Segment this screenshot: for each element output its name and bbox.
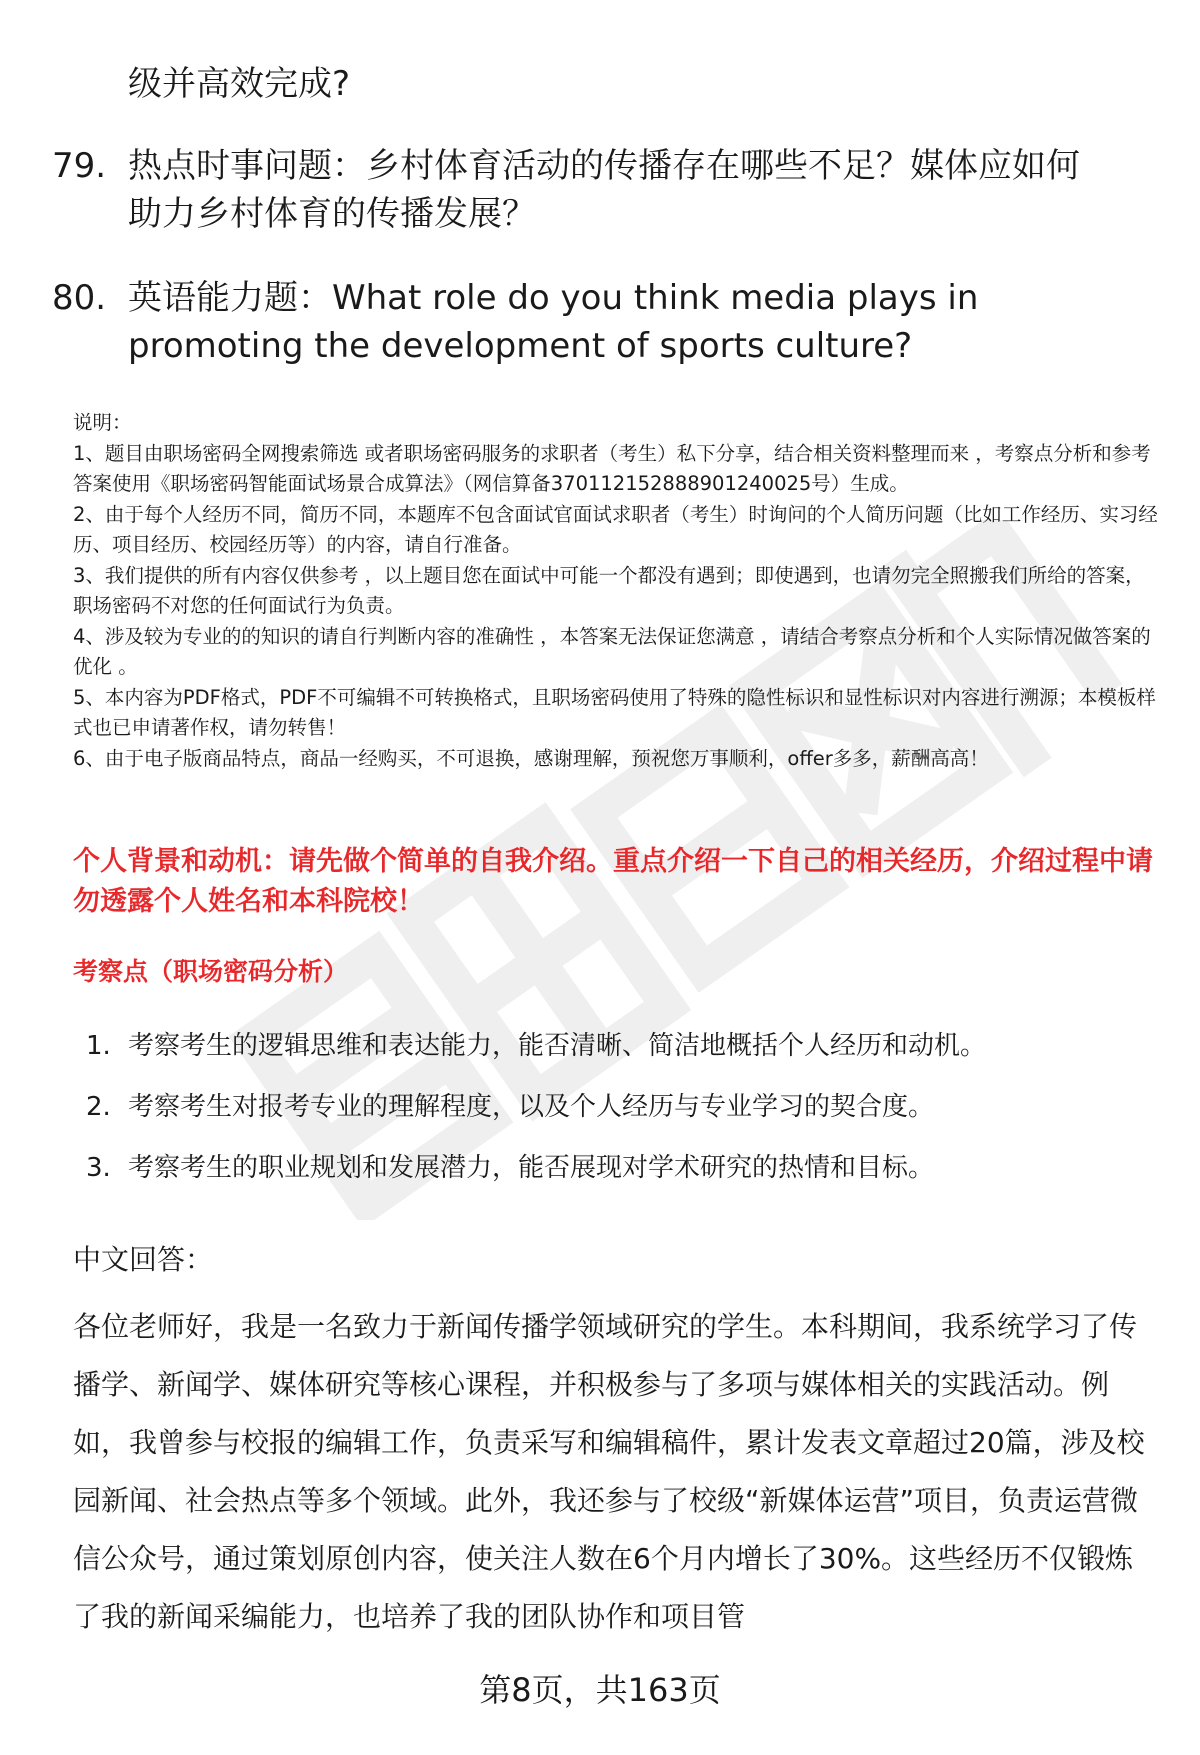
note-item: 1、题目由职场密码全网搜索筛选 或者职场密码服务的求职者（考生）私下分享，结合相关资料整理而来 ，考察点分析和参考答案使用《职场密码智能面试场景合成算法》（网信算备370112152888901240025号）生成。 <box>73 441 1151 495</box>
list-item-number: 3. <box>86 1153 111 1183</box>
list-item <box>86 1148 1166 1209</box>
note-item: 5、本内容为PDF格式，PDF不可编辑不可转换格式，且职场密码使用了特殊的隐性标识和显性标识对内容进行溯源；本模板样式也已申请著作权，请勿转售！ <box>73 685 1156 739</box>
question-text <box>128 274 1162 370</box>
intro-question-heading: 个人背景和动机：请先做个简单的自我介绍。重点介绍一下自己的相关经历，介绍过程中请勿透露个人姓名和本科院校！ <box>73 846 1153 917</box>
note-item: 3、我们提供的所有内容仅供参考 ，以上题目您在面试中可能一个都没有遇到；即使遇到，也请勿完全照搬我们所给的答案，职场密码不对您的任何面试行为负责。 <box>73 563 1145 617</box>
question-line: 助力乡村体育的传播发展？ <box>128 194 536 234</box>
list-item-number: 1. <box>86 1031 111 1061</box>
list-item-text: 考察考生对报考专业的理解程度，以及个人经历与专业学习的契合度。 <box>128 1092 935 1122</box>
list-item-text: 考察考生的逻辑思维和表达能力，能否清晰、简洁地概括个人经历和动机。 <box>128 1031 987 1061</box>
list-item <box>86 1087 1166 1148</box>
question-79 <box>52 142 1162 238</box>
answer-text: 各位老师好，我是一名致力于新闻传播学领域研究的学生。本科期间，我系统学习了传播学、新闻学、媒体研究等核心课程，并积极参与了多项与媒体相关的实践活动。例如，我曾参与校报的编辑工作，负责采写和编辑稿件，累计发表文章超过20篇，涉及校园新闻、社会热点等多个领域。此外，我还参与了校级“新媒体运营”项目，负责运营微信公众号，通过策划原创内容，使关注人数在6个月内增长了30%。这些经历不仅锻炼了我的新闻采编能力，也培养了我的团队协作和项目管 <box>73 1310 1145 1633</box>
note-item: 6、由于电子版商品特点，商品一经购买，不可退换，感谢理解，预祝您万事顺利，offer多多，薪酬高高！ <box>73 746 989 770</box>
question-line: 热点时事问题：乡村体育活动的传播存在哪些不足？媒体应如何 <box>128 146 1080 186</box>
list-item <box>86 1026 1166 1087</box>
question-78-continuation: 级并高效完成? <box>128 64 351 104</box>
notes-title: 说明： <box>73 411 132 434</box>
question-number: 80. <box>52 278 107 318</box>
answer-label: 中文回答： <box>73 1243 214 1276</box>
list-item-number: 2. <box>86 1092 111 1122</box>
analysis-heading: 考察点（职场密码分析） <box>73 957 349 986</box>
question-text <box>128 142 1162 238</box>
question-line: promoting the development of sports culture? <box>128 326 913 366</box>
list-item-text: 考察考生的职业规划和发展潜力，能否展现对学术研究的热情和目标。 <box>128 1153 935 1183</box>
analysis-points <box>86 1026 1166 1209</box>
page-number: 第8页，共163页 <box>479 1671 721 1709</box>
notes-block <box>73 408 1163 774</box>
note-item: 2、由于每个人经历不同，简历不同，本题库不包含面试官面试求职者（考生）时询问的个人简历问题（比如工作经历、实习经历、项目经历、校园经历等）的内容，请自行准备。 <box>73 502 1158 556</box>
question-80 <box>52 274 1162 370</box>
question-line: 英语能力题：What role do you think media plays in <box>128 278 979 318</box>
note-item: 4、涉及较为专业的的知识的请自行判断内容的准确性 ，本答案无法保证您满意 ，请结合考察点分析和个人实际情况做答案的优化 。 <box>73 624 1151 678</box>
question-number: 79. <box>52 146 107 186</box>
